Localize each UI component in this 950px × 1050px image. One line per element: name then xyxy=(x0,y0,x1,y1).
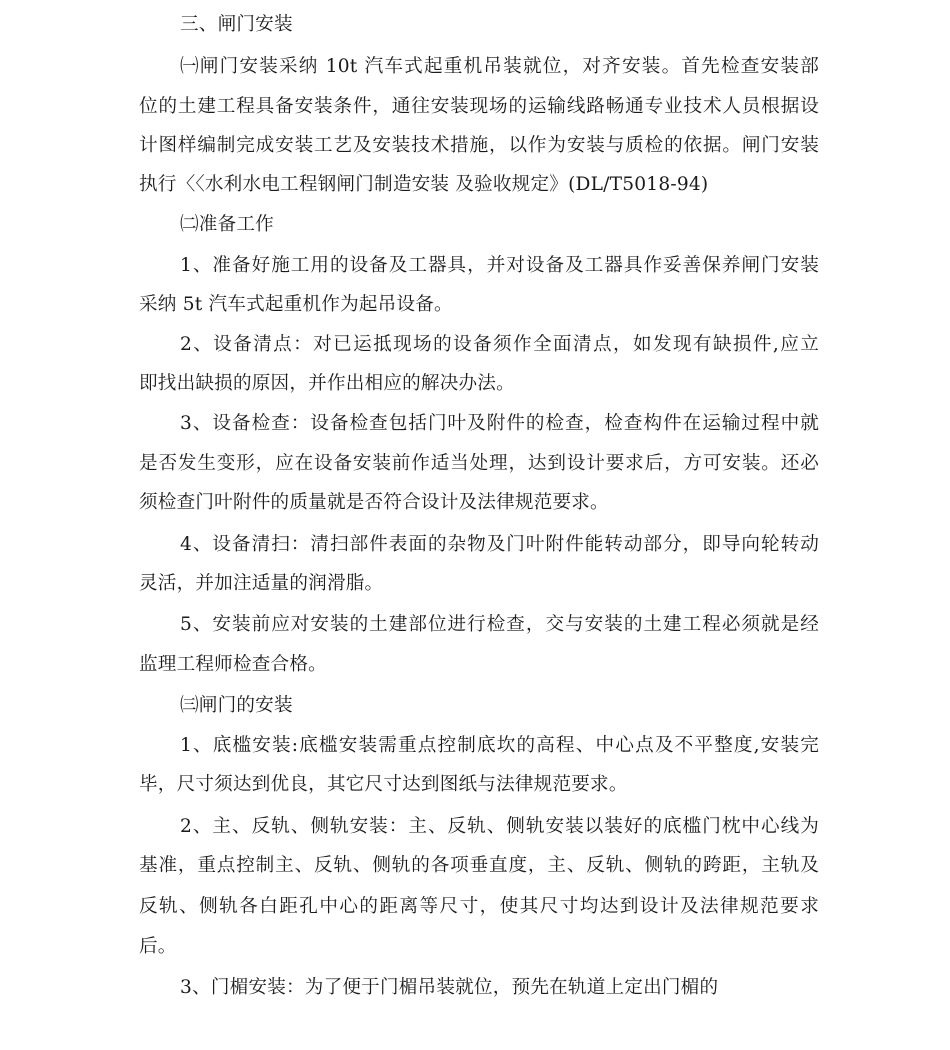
subsection-title: ㈡准备工作 xyxy=(180,214,274,235)
list-item-line: 4、设备清扫：清扫部件表面的杂物及门叶附件能转动部分，即导向轮转动 xyxy=(180,534,819,555)
list-item-line: 采纳 5t 汽车式起重机作为起吊设备。 xyxy=(139,294,453,315)
paragraph-line: 执行〈〈水利水电工程钢闸门制造安装 及验收规定》(DL/T5018-94) xyxy=(139,174,709,195)
section-title: 三、闸门安装 xyxy=(180,14,293,35)
list-item-line: 即找出缺损的原因，并作出相应的解决办法。 xyxy=(139,373,515,394)
list-item-line: 1、准备好施工用的设备及工器具，并对设备及工器具作妥善保养闸门安装 xyxy=(180,255,819,276)
list-item-line: 5、安装前应对安装的土建部位进行检查，交与安装的土建工程必须就是经 xyxy=(180,614,819,635)
paragraph-line: ㈠闸门安装采纳 10t 汽车式起重机吊装就位，对齐安装。首先检查安装部 xyxy=(180,56,819,77)
list-item-line: 是否发生变形，应在设备安装前作适当处理，达到设计要求后，方可安装。还必 xyxy=(139,453,819,474)
list-item-line: 基准，重点控制主、反轨、侧轨的各项垂直度，主、反轨、侧轨的跨距，主轨及 xyxy=(139,855,819,876)
paragraph-line: 计图样编制完成安装工艺及安装技术措施，以作为安装与质检的依据。闸门安装 xyxy=(139,135,819,156)
list-item-line: 2、主、反轨、侧轨安装：主、反轨、侧轨安装以装好的底槛门枕中心线为 xyxy=(180,816,819,837)
list-item-line: 3、设备检查：设备检查包括门叶及附件的检查，检查构件在运输过程中就 xyxy=(180,413,819,434)
paragraph-line: 位的土建工程具备安装条件，通往安装现场的运输线路畅通专业技术人员根据设 xyxy=(139,96,819,117)
list-item-line: 反轨、侧轨各白距孔中心的距离等尺寸，使其尺寸均达到设计及法律规范要求 xyxy=(139,896,819,917)
list-item-line: 3、门楣安装：为了便于门楣吊装就位，预先在轨道上定出门楣的 xyxy=(180,977,719,998)
subsection-title: ㈢闸门的安装 xyxy=(180,695,293,716)
list-item-line: 监理工程师检查合格。 xyxy=(139,654,327,675)
list-item-line: 后。 xyxy=(139,936,177,957)
list-item-line: 须检查门叶附件的质量就是否符合设计及法律规范要求。 xyxy=(139,492,609,513)
list-item-line: 灵活，并加注适量的润滑脂。 xyxy=(139,573,384,594)
list-item-line: 2、设备清点：对已运抵现场的设备须作全面清点，如发现有缺损件,应立 xyxy=(180,334,819,355)
list-item-line: 毕，尺寸须达到优良，其它尺寸达到图纸与法律规范要求。 xyxy=(139,774,628,795)
list-item-line: 1、底槛安装:底槛安装需重点控制底坎的高程、中心点及不平整度,安装完 xyxy=(180,735,819,756)
